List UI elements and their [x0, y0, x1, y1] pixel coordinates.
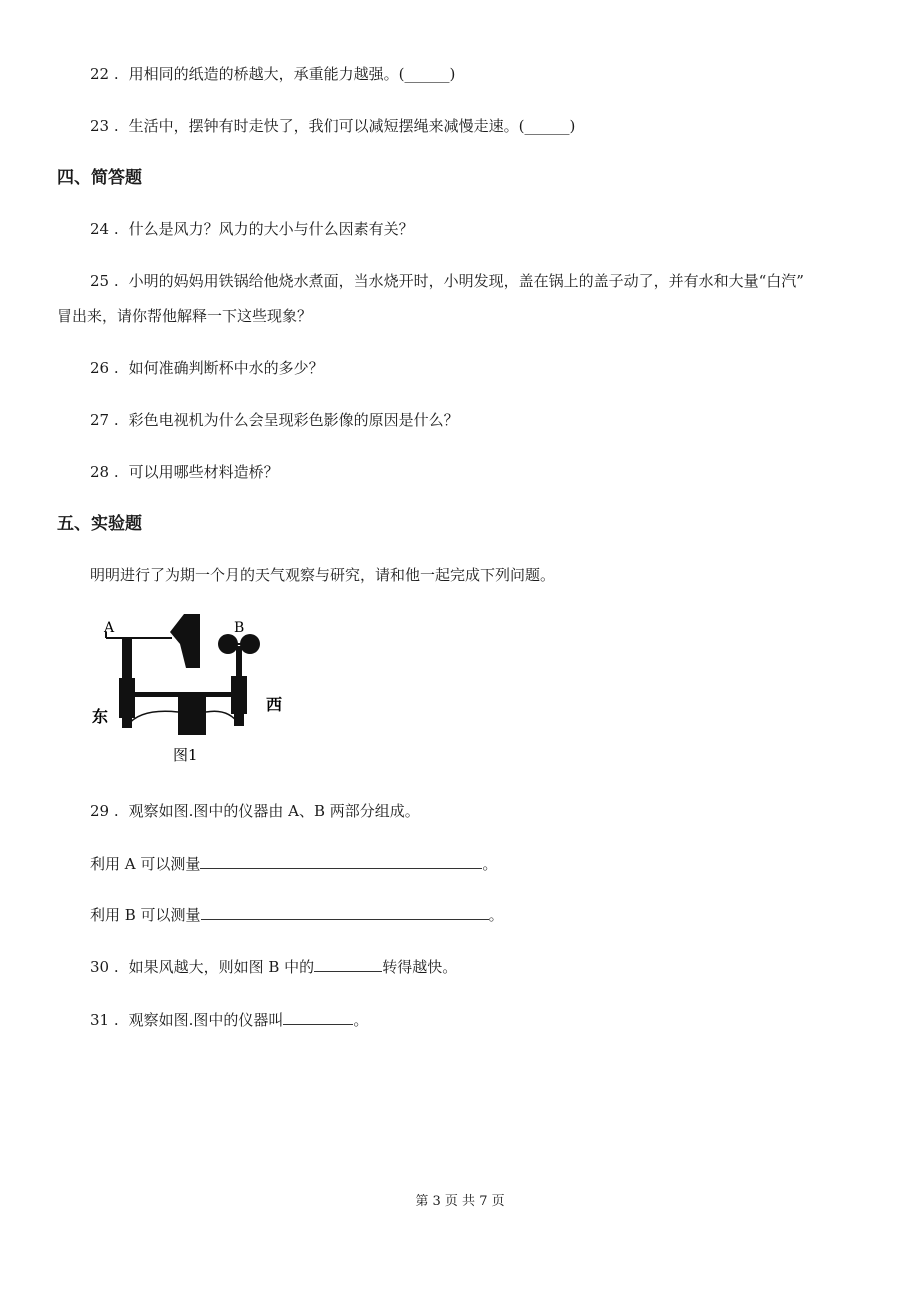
answer-blank-30[interactable] [314, 955, 382, 972]
experiment-intro: 明明进行了为期一个月的天气观察与研究，请和他一起完成下列问题。 [90, 566, 556, 584]
base-box [178, 697, 206, 735]
weather-instrument-figure [92, 608, 300, 773]
question-30: 30 . 如果风越大，则如图 B 中的 转得越快。 [90, 955, 457, 978]
wind-vane-anemometer-drawing [92, 608, 300, 773]
label-west: 西 [266, 695, 283, 714]
answer-blank-b[interactable] [201, 903, 489, 920]
section-5-heading: 五、实验题 [57, 514, 142, 534]
answer-blank-a[interactable] [200, 852, 482, 869]
question-24: 24 . 什么是风力？风力的大小与什么因素有关？ [90, 220, 414, 238]
question-29: 29 . 观察如图.图中的仪器由 A、B 两部分组成。 [90, 802, 420, 820]
question-28: 28 . 可以用哪些材料造桥？ [90, 463, 279, 481]
right-post [231, 676, 247, 714]
question-23: 23 . 生活中，摆钟有时走快了，我们可以减短摆绳来减慢走速。(______) [90, 117, 576, 135]
question-22: 22 . 用相同的纸造的桥越大，承重能力越强。(______) [90, 65, 456, 83]
question-25: 25 . 小明的妈妈用铁锅给他烧水煮面，当水烧开时，小明发现，盖在锅上的盖子动了，并有水和大量“白汽” [90, 272, 804, 290]
question-25-continued: 冒出来，请你帮他解释一下这些现象？ [57, 307, 313, 325]
answer-blank-31[interactable] [283, 1008, 353, 1025]
label-east: 东 [92, 707, 109, 726]
label-a: A [104, 620, 115, 636]
question-29-part-a: 利用 A 可以测量 。 [90, 852, 497, 875]
label-b: B [234, 620, 245, 636]
question-31: 31 . 观察如图.图中的仪器叫 。 [90, 1008, 368, 1031]
left-post [119, 678, 135, 718]
question-26: 26 . 如何准确判断杯中水的多少？ [90, 359, 324, 377]
question-27: 27 . 彩色电视机为什么会呈现彩色影像的原因是什么？ [90, 411, 459, 429]
wind-vane-tail [170, 614, 200, 668]
section-4-heading: 四、简答题 [57, 168, 142, 188]
page-footer: 第 3 页 共 7 页 [415, 1194, 505, 1209]
question-29-part-b: 利用 B 可以测量 。 [90, 903, 504, 926]
crossbar [132, 692, 232, 697]
figure-caption: 图1 [173, 746, 198, 764]
